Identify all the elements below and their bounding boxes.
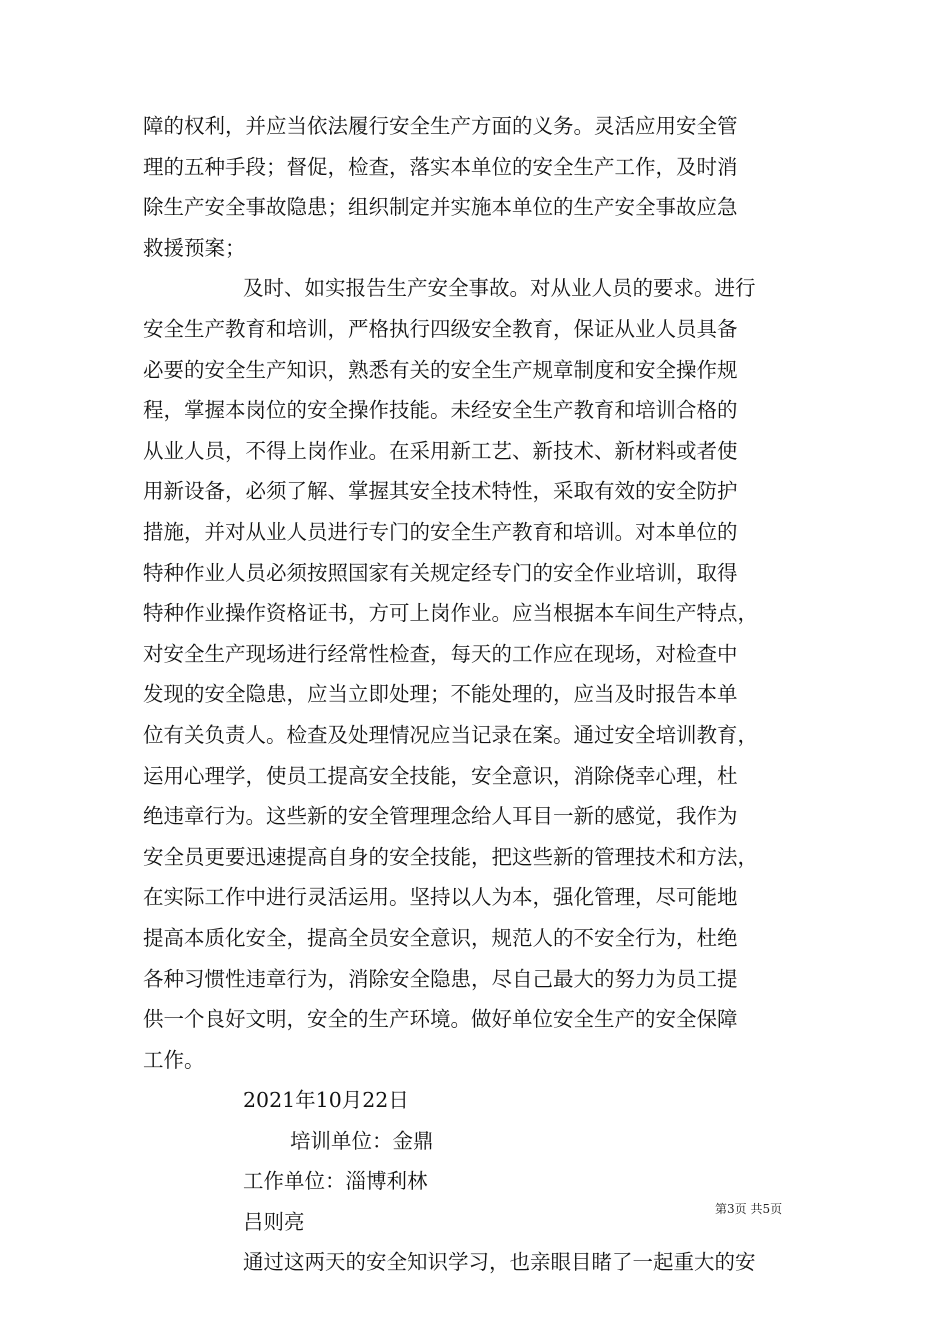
body-line: 通过这两天的安全知识学习，也亲眼目睹了一起重大的安	[243, 1250, 756, 1274]
work-unit-line: 工作单位：淄博利林	[243, 1169, 428, 1193]
body-line: 各种习惯性违章行为，消除安全隐患，尽自己最大的努力为员工提	[143, 967, 738, 991]
body-line: 对安全生产现场进行经常性检查，每天的工作应在现场，对检查中	[143, 642, 738, 666]
body-line: 提高本质化安全，提高全员安全意识，规范人的不安全行为，杜绝	[143, 926, 738, 950]
author-line: 吕则亮	[243, 1210, 305, 1234]
body-line: 特种作业人员必须按照国家有关规定经专门的安全作业培训，取得	[143, 561, 738, 585]
body-line: 特种作业操作资格证书，方可上岗作业。应当根据本车间生产特点，	[143, 601, 758, 625]
body-line: 供一个良好文明，安全的生产环境。做好单位安全生产的安全保障	[143, 1007, 738, 1031]
body-line: 及时、如实报告生产安全事故。对从业人员的要求。进行	[243, 276, 756, 300]
training-unit-line: 培训单位：金鼎	[290, 1129, 434, 1153]
body-line: 措施，并对从业人员进行专门的安全生产教育和培训。对本单位的	[143, 520, 738, 544]
body-line: 必要的安全生产知识，熟悉有关的安全生产规章制度和安全操作规	[143, 358, 738, 382]
body-line: 工作。	[143, 1048, 205, 1072]
body-line: 从业人员，不得上岗作业。在采用新工艺、新技术、新材料或者使	[143, 439, 738, 463]
body-line: 位有关负责人。检查及处理情况应当记录在案。通过安全培训教育，	[143, 723, 758, 747]
page-number-footer: 第3页 共5页	[715, 1202, 783, 1216]
date-line: 2021年10月22日	[243, 1088, 409, 1112]
body-line: 发现的安全隐患，应当立即处理；不能处理的，应当及时报告本单	[143, 682, 738, 706]
body-line: 程，掌握本岗位的安全操作技能。未经安全生产教育和培训合格的	[143, 398, 738, 422]
body-line: 安全生产教育和培训，严格执行四级安全教育，保证从业人员具备	[143, 317, 738, 341]
body-line: 用新设备，必须了解、掌握其安全技术特性，采取有效的安全防护	[143, 479, 738, 503]
body-line: 在实际工作中进行灵活运用。坚持以人为本，强化管理，尽可能地	[143, 885, 738, 909]
body-line: 理的五种手段；督促，检查，落实本单位的安全生产工作，及时消	[143, 155, 738, 179]
body-line: 安全员更要迅速提高自身的安全技能，把这些新的管理技术和方法，	[143, 845, 758, 869]
body-line: 运用心理学，使员工提高安全技能，安全意识，消除侥幸心理，杜	[143, 764, 738, 788]
body-line: 障的权利，并应当依法履行安全生产方面的义务。灵活应用安全管	[143, 114, 738, 138]
body-line: 除生产安全事故隐患；组织制定并实施本单位的生产安全事故应急	[143, 195, 738, 219]
body-line: 救援预案；	[143, 236, 246, 260]
body-line: 绝违章行为。这些新的安全管理理念给人耳目一新的感觉，我作为	[143, 804, 738, 828]
